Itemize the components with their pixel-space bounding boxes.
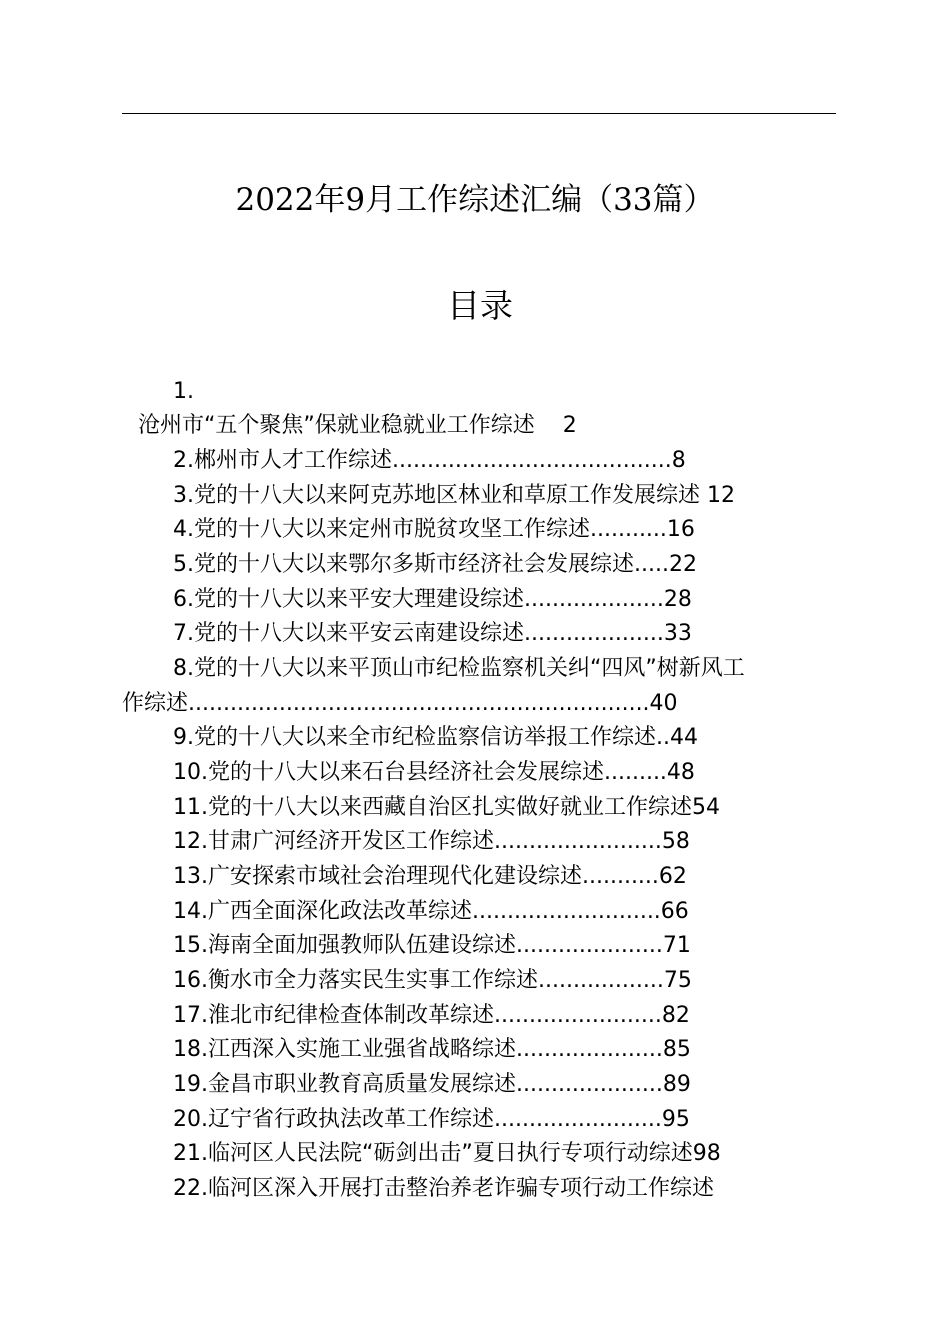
toc-entry[interactable]: 6.党的十八大以来平安大理建设综述....................28 [173, 587, 692, 612]
toc-entry[interactable]: 10.党的十八大以来石台县经济社会发展综述.........48 [173, 760, 695, 785]
toc-entry[interactable]: 5.党的十八大以来鄂尔多斯市经济社会发展综述.....22 [173, 552, 697, 577]
toc-entry[interactable]: 9.党的十八大以来全市纪检监察信访举报工作综述..44 [173, 725, 698, 750]
toc-entry[interactable]: 19.金昌市职业教育高质量发展综述.....................89 [173, 1072, 691, 1097]
toc-entry[interactable]: 7.党的十八大以来平安云南建设综述....................33 [173, 621, 692, 646]
toc-heading: 目录 [447, 286, 513, 325]
toc-entry[interactable]: 3.党的十八大以来阿克苏地区林业和草原工作发展综述 12 [173, 483, 735, 508]
toc-entry[interactable]: 14.广西全面深化政法改革综述...........................66 [173, 899, 689, 924]
toc-entry-continuation[interactable]: 作综述..................................................................40 [122, 691, 678, 716]
toc-entry[interactable]: 15.海南全面加强教师队伍建设综述.....................71 [173, 933, 691, 958]
toc-entry[interactable]: 17.淮北市纪律检查体制改革综述........................82 [173, 1003, 690, 1028]
toc-entry[interactable]: 4.党的十八大以来定州市脱贫攻坚工作综述...........16 [173, 517, 695, 542]
toc-entry[interactable]: 21.临河区人民法院“砺剑出击”夏日执行专项行动综述98 [173, 1141, 721, 1166]
toc-entry[interactable]: 20.辽宁省行政执法改革工作综述........................95 [173, 1107, 690, 1132]
toc-entry[interactable]: 18.江西深入实施工业强省战略综述.....................85 [173, 1037, 691, 1062]
document-title: 2022年9月工作综述汇编（33篇） [235, 182, 715, 218]
toc-entry[interactable]: 11.党的十八大以来西藏自治区扎实做好就业工作综述54 [173, 795, 720, 820]
toc-entry-number[interactable]: 1. [173, 379, 194, 404]
toc-entry[interactable]: 2.郴州市人才工作综述........................................8 [173, 448, 686, 473]
toc-entry[interactable]: 13.广安探索市域社会治理现代化建设综述...........62 [173, 864, 687, 889]
header-rule [122, 113, 836, 114]
toc-entry[interactable]: 8.党的十八大以来平顶山市纪检监察机关纠“四风”树新风工 [173, 656, 745, 681]
toc-entry[interactable]: 12.甘肃广河经济开发区工作综述........................58 [173, 829, 690, 854]
toc-entry[interactable]: 沧州市“五个聚焦”保就业稳就业工作综述 2 [138, 413, 577, 438]
toc-entry[interactable]: 22.临河区深入开展打击整治养老诈骗专项行动工作综述 [173, 1176, 714, 1201]
toc-entry[interactable]: 16.衡水市全力落实民生实事工作综述..................75 [173, 968, 692, 993]
